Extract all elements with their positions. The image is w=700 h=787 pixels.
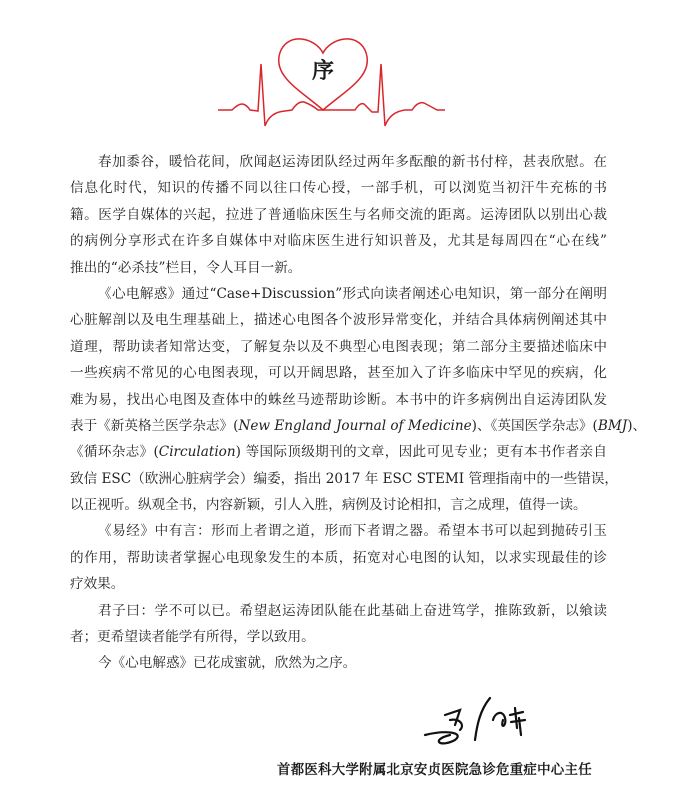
text-line: 的病例分享形式在许多自媒体中对临床医生进行知识普及，尤其是每周四在“心在线” <box>70 233 607 250</box>
text-line: 《易经》中有言：形而上者谓之道，形而下者谓之器。希望本书可以起到抛砖引玉 <box>98 523 607 540</box>
text-line: 君子曰：学不可以已。希望赵运涛团队能在此基础上奋进笃学，推陈致新，以飨读 <box>98 602 607 619</box>
text-line: 《心电解惑》通过“Case+Discussion”形式向读者阐述心电知识，第一部分在阐明 <box>98 285 607 302</box>
text-line: 致信 ESC（欧洲心脏病学会）编委，指出 2017 年 ESC STEMI 管理指南中的一些错误， <box>70 470 619 487</box>
header-heart-ecg <box>0 0 700 140</box>
text-line: 者；更希望读者能学有所得，学以致用。 <box>70 629 315 646</box>
text-line: 推出的“必杀技”栏目，令人耳目一新。 <box>70 259 302 276</box>
paragraph <box>70 149 607 281</box>
text-line: 今《心电解惑》已花成蜜就，欣然为之序。 <box>98 655 357 672</box>
paragraph <box>70 518 607 597</box>
paragraph <box>70 650 607 676</box>
text-line: 的作用，帮助读者掌握心电现象发生的本质，拓宽对心电图的认知，以求实现最佳的诊 <box>70 549 607 566</box>
page-title: 序 <box>311 59 334 84</box>
handwritten-signature <box>415 690 545 755</box>
text-line: 一些疾病不常见的心电图表现，可以开阔思路，甚至加入了许多临床中罕见的疾病，化 <box>70 365 607 382</box>
text-line: 春加黍谷，暖恰花间，欣闻赵运涛团队经过两年多酝酿的新书付梓，甚表欣慰。在 <box>98 154 607 170</box>
text-line: 籍。医学自媒体的兴起，拉进了普通临床医生与名师交流的距离。运涛团队以别出心裁 <box>70 206 607 223</box>
text-line: 《循环杂志》(Circulation) 等国际顶级期刊的文章，因此可见专业；更有本书作者亲自 <box>70 444 608 461</box>
author-affiliation: 首都医科大学附属北京安贞医院急诊危重症中心主任 <box>277 763 592 778</box>
text-line: 以正视听。纵观全书，内容新颖，引人入胜，病例及讨论相扣，言之成理，值得一读。 <box>70 497 587 514</box>
preface-body <box>70 149 647 677</box>
paragraph <box>70 598 607 651</box>
text-line: 表于《新英格兰医学杂志》(New England Journal of Medicine)、《英国医学杂志》(BMJ)、 <box>70 417 647 434</box>
text-line: 心脏解剖以及电生理基础上，描述心电图各个波形异常变化，并结合具体病例阐述其中 <box>70 312 607 329</box>
text-line: 道理，帮助读者知常达变，了解复杂以及不典型心电图表现；第二部分主要描述临床中 <box>70 338 607 355</box>
text-line: 难为易，找出心电图及查体中的蛛丝马迹帮助诊断。本书中的许多病例出自运涛团队发 <box>70 391 607 408</box>
heart-ecg-icon <box>0 0 700 140</box>
paragraph <box>70 281 647 519</box>
text-line: 疗效果。 <box>70 576 125 593</box>
text-line: 信息化时代，知识的传播不同以往口传心授，一部手机，可以浏览当初汗牛充栋的书 <box>70 180 607 197</box>
